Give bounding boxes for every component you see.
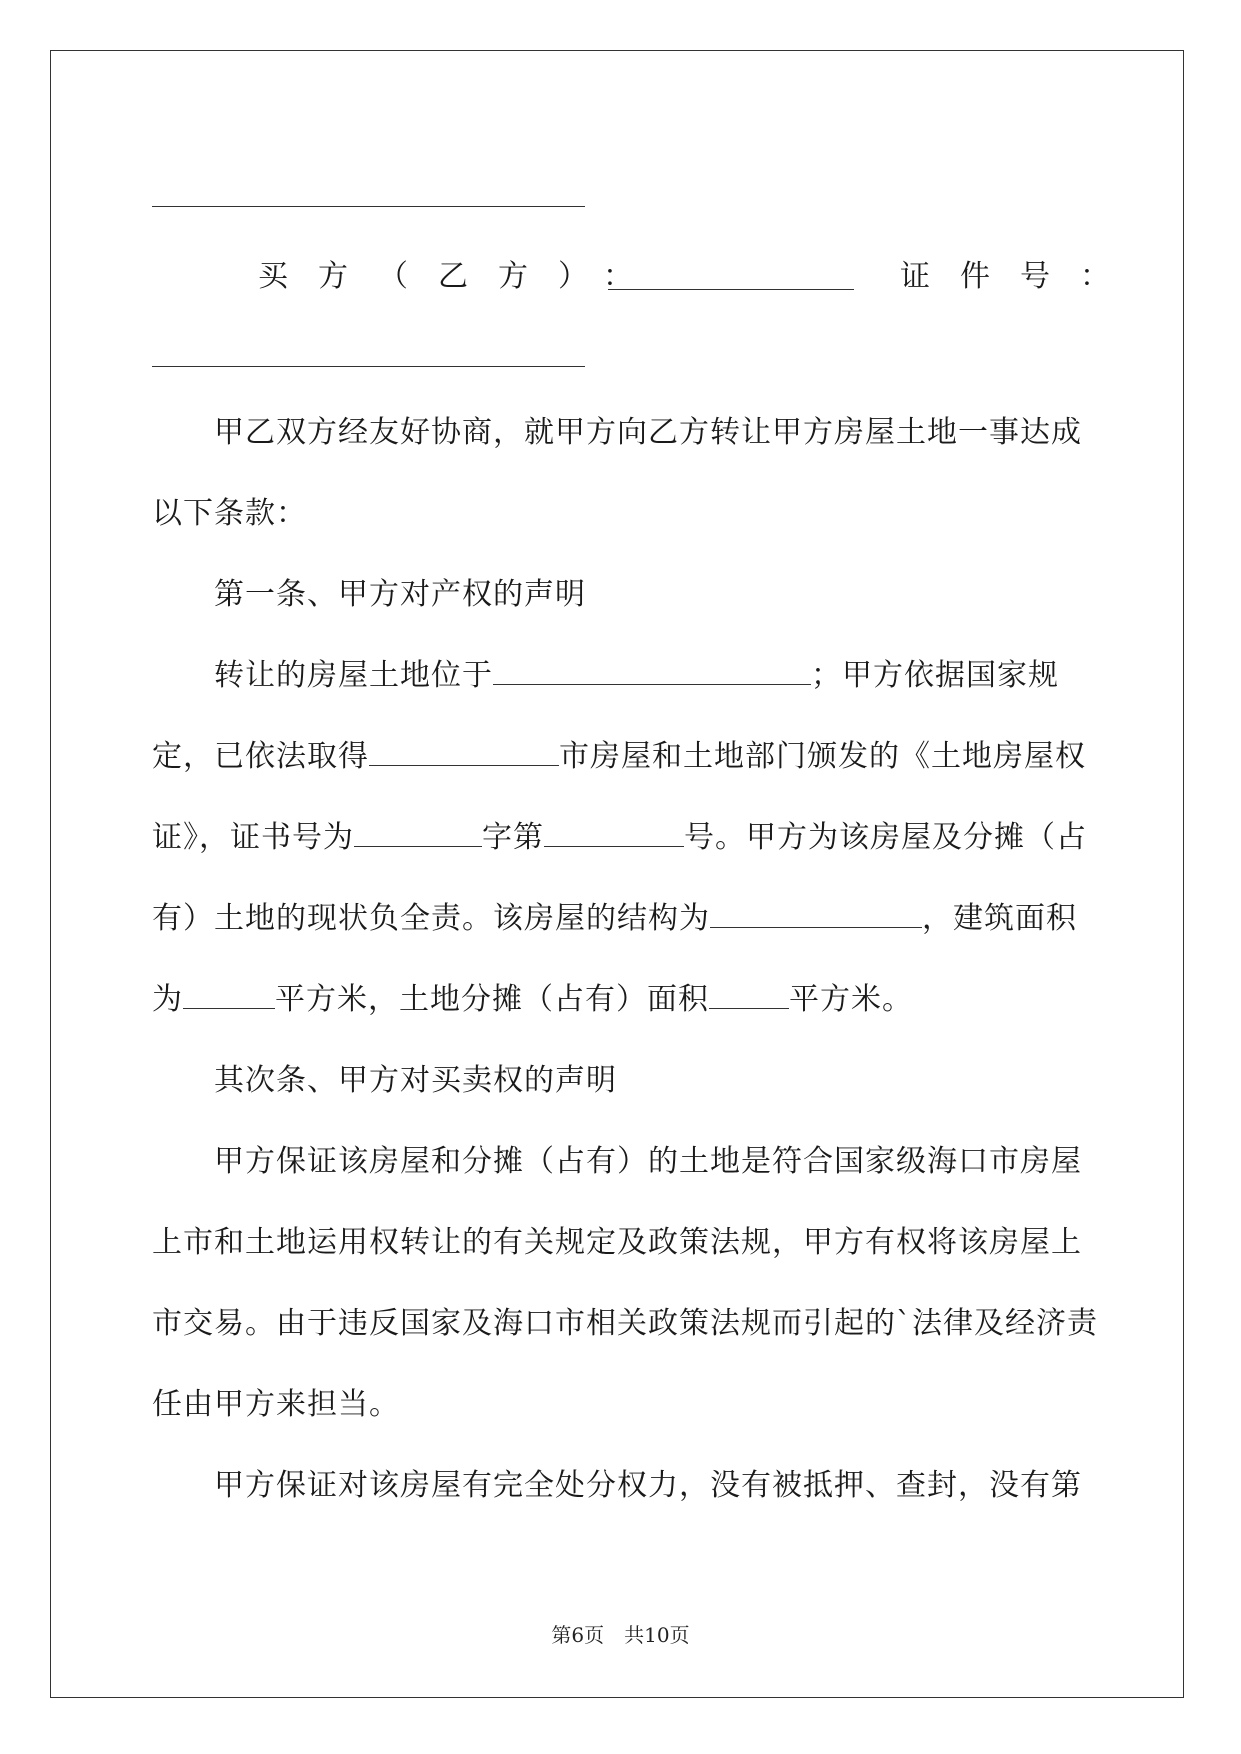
buyer-label: 买方（乙方）：	[258, 259, 663, 294]
building-area-blank	[183, 980, 275, 1009]
article1-line-1	[214, 656, 1082, 696]
page-border	[50, 50, 1184, 1698]
page-number-footer: 第6页 共10页	[551, 1623, 690, 1647]
text-segment: 转让的房屋土地位于	[214, 658, 493, 693]
location-blank	[493, 656, 811, 685]
text-segment: 为	[152, 982, 183, 1017]
text-segment: 定，已依法取得	[152, 739, 369, 774]
article1-line-5	[152, 980, 1082, 1020]
text-segment: 号。甲方为该房屋及分摊（占	[684, 820, 1087, 855]
text-segment: 平方米。	[789, 982, 913, 1017]
text-segment: 市房屋和土地部门颁发的《土地房屋权	[559, 739, 1086, 774]
text-segment: ；甲方依据国家规	[811, 658, 1059, 693]
buyer-id-blank-line	[152, 366, 585, 367]
article1-line-3	[152, 818, 1087, 858]
text-segment: 平方米，土地分摊（占有）面积	[275, 982, 709, 1017]
article2-p2-line-1: 甲方保证对该房屋有完全处分权力，没有被抵押、查封，没有第	[214, 1468, 1082, 1503]
article1-line-2	[152, 737, 1086, 777]
land-area-blank	[709, 980, 789, 1009]
article2-p1-line-4: 任由甲方来担当。	[152, 1387, 400, 1422]
certificate-prefix-blank	[354, 818, 482, 847]
text-segment: ，建筑面积	[922, 901, 1077, 936]
buyer-name-blank	[608, 261, 854, 290]
text-segment: 字第	[482, 820, 544, 855]
article2-p1-line-2: 上市和土地运用权转让的有关规定及政策法规，甲方有权将该房屋上	[152, 1225, 1082, 1260]
certificate-number-blank	[544, 818, 684, 847]
intro-line-1: 甲乙双方经友好协商，就甲方向乙方转让甲方房屋土地一事达成	[214, 415, 1082, 450]
intro-line-2: 以下条款：	[152, 496, 307, 531]
article2-p1-line-3: 市交易。由于违反国家及海口市相关政策法规而引起的`法律及经济责	[152, 1306, 1098, 1341]
text-segment: 有）土地的现状负全责。该房屋的结构为	[152, 901, 710, 936]
buyer-id-label: 证件号：	[900, 259, 1140, 294]
article2-p1-line-1: 甲方保证该房屋和分摊（占有）的土地是符合国家级海口市房屋	[214, 1144, 1082, 1179]
article1-title: 第一条、甲方对产权的声明	[214, 577, 586, 612]
article1-line-4	[152, 899, 1082, 939]
text-segment: 证》，证书号为	[152, 820, 354, 855]
city-blank	[369, 737, 559, 766]
structure-blank	[710, 899, 922, 928]
seller-id-blank-line	[152, 206, 585, 207]
article2-title: 其次条、甲方对买卖权的声明	[214, 1063, 617, 1098]
